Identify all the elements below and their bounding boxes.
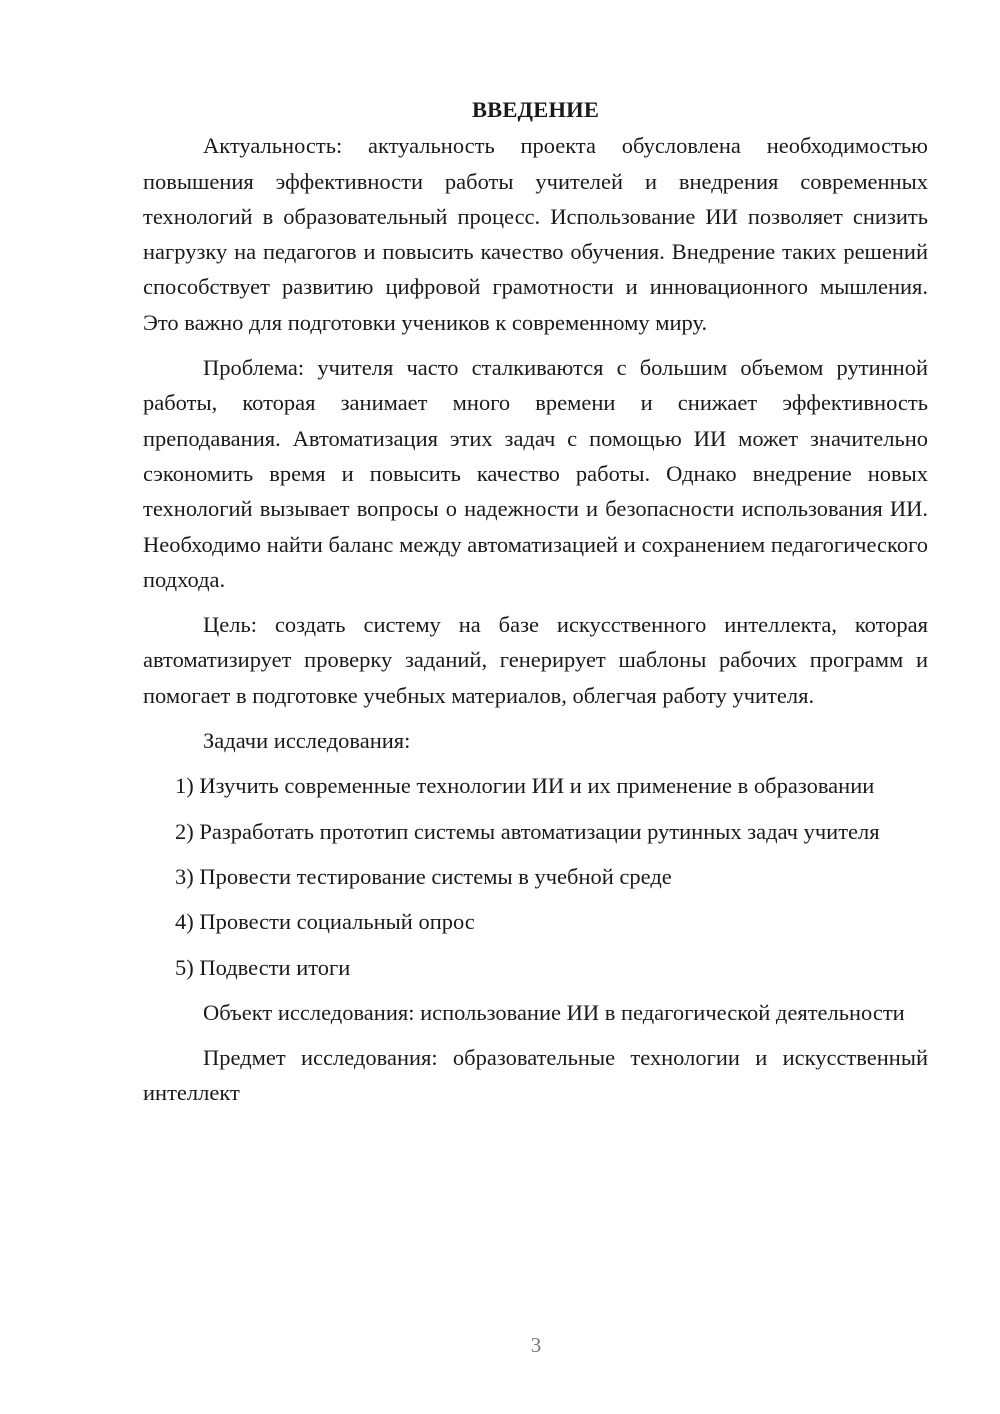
task-item-4: 4) Провести социальный опрос xyxy=(175,909,475,935)
tasks-header: Задачи исследования: xyxy=(203,728,411,754)
paragraph-subject: Предмет исследования: образовательные технологии и искусственный интеллект xyxy=(143,1045,928,1106)
task-item-3: 3) Провести тестирование системы в учебной среде xyxy=(175,863,672,889)
paragraph-relevance: Актуальность: актуальность проекта обусловлена необходимостью повышения эффективности работы учителей и внедрения современных технологий в образовательный процесс. Использование ИИ позволяет снизить нагрузку на педагогов и повысить качество обучения. Внедрение таких решений способствует развитию цифровой грамотности и инновационного мышления. Это важно для подготовки учеников к современному миру. xyxy=(143,133,928,335)
task-item-2: 2) Разработать прототип системы автоматизации рутинных задач учителя xyxy=(175,818,880,844)
paragraph-object: Объект исследования: использование ИИ в педагогической деятельности xyxy=(203,999,905,1025)
paragraph-problem: Проблема: учителя часто сталкиваются с большим объемом рутинной работы, которая занимает много времени и снижает эффективность преподавания. Автоматизация этих задач с помощью ИИ может значительно сэкономить время и повысить качество работы. Однако внедрение новых технологий вызывает вопросы о надежности и безопасности использования ИИ. Необходимо найти баланс между автоматизацией и сохранением педагогического подхода. xyxy=(143,355,928,592)
paragraph-goal: Цель: создать систему на базе искусственного интеллекта, которая автоматизирует проверку заданий, генерирует шаблоны рабочих программ и помогает в подготовке учебных материалов, облегчая работу учителя. xyxy=(143,612,928,708)
page-title: ВВЕДЕНИЕ xyxy=(471,97,600,122)
page-number: 3 xyxy=(530,1333,542,1357)
document-page xyxy=(143,92,928,1111)
task-item-1: 1) Изучить современные технологии ИИ и их применение в образовании xyxy=(175,773,875,799)
task-item-5: 5) Подвести итоги xyxy=(175,954,351,980)
